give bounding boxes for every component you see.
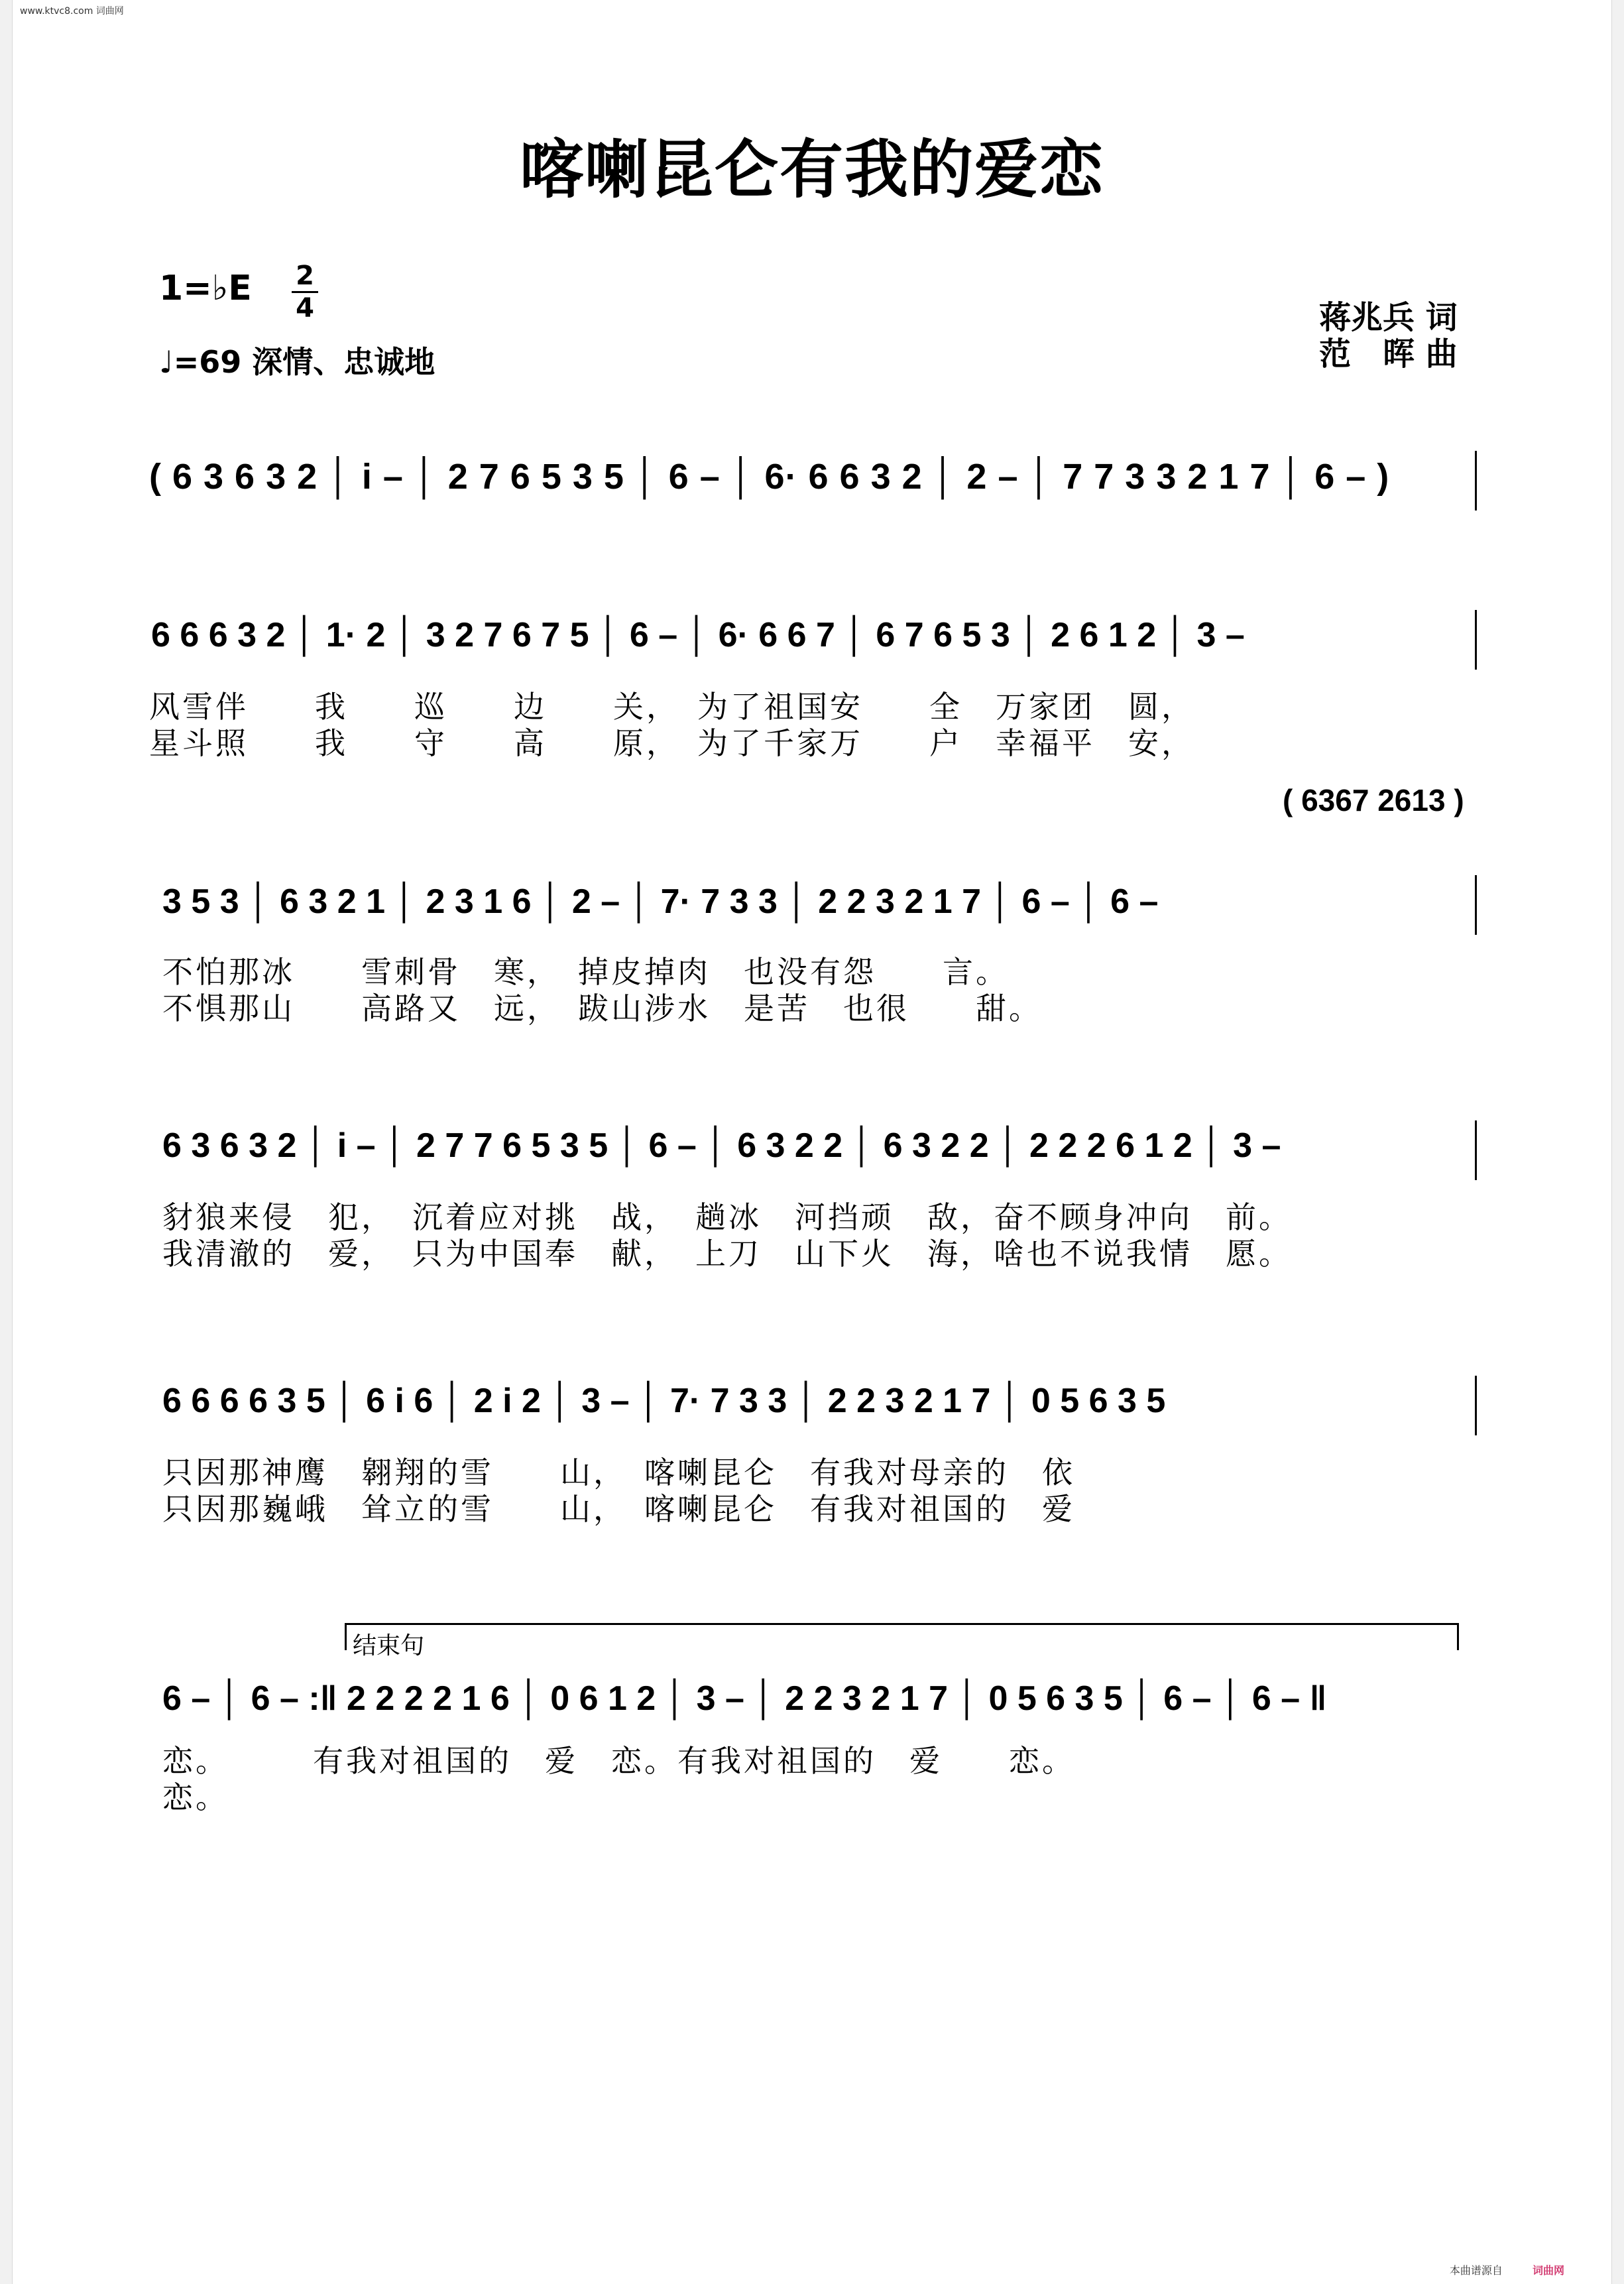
score-line-1 — [0, 451, 1624, 511]
lyrics-line-2-verse-1: 风雪伴 我 巡 边 关， 为了祖国安 全 万家团 圆， — [149, 689, 1194, 725]
notes-line-6: 6 – │ 6 – :‖ 2 2 2 2 1 6 │ 0 6 1 2 │ 3 – │ 2 2 3 2 1 7 │ 0 5 6 3 5 │ 6 – │ 6 – ‖ — [162, 1679, 1327, 1718]
time-signature-top: 2 — [296, 261, 314, 291]
footer-source: 本曲谱源自 — [1449, 2264, 1503, 2277]
notes-line-4: 6 3 6 3 2 │ i – │ 2 7 7 6 5 3 5 │ 6 – │ 6 3 2 2 │ 6 3 2 2 │ 2 2 2 6 1 2 │ 3 – — [162, 1126, 1281, 1165]
tempo-marking: ♩=69 深情、忠诚地 — [159, 344, 435, 380]
score-line-3 — [0, 782, 1624, 1026]
lyrics-line-4-verse-1: 豺狼来侵 犯， 沉着应对挑 战， 趟冰 河挡顽 敌，奋不顾身冲向 前。 — [162, 1199, 1292, 1235]
lyrics-line-5-verse-1: 只因那神鹰 翱翔的雪 山， 喀喇昆仑 有我对母亲的 依 — [162, 1455, 1075, 1490]
score-line-6 — [0, 1618, 1624, 1817]
notes-line-1: ( 6 3 6 3 2 │ i – │ 2 7 6 5 3 5 │ 6 – │ 6· 6 6 3 2 │ 2 – │ 7 7 3 3 2 1 7 │ 6 – ) — [149, 457, 1390, 497]
lyrics-line-4-verse-2: 我清澈的 爱， 只为中国奉 献， 上刀 山下火 海，啥也不说我情 愿。 — [162, 1236, 1292, 1272]
composer-credit: 范 晖 曲 — [1319, 335, 1458, 373]
lyrics-line-6-verse-2: 恋。 — [162, 1779, 229, 1815]
song-title: 喀喇昆仑有我的爱恋 — [520, 132, 1104, 207]
score-line-5 — [0, 1376, 1624, 1548]
notes-line-2: 6 6 6 3 2 │ 1· 2 │ 3 2 7 6 7 5 │ 6 – │ 6· 6 6 7 │ 6 7 6 5 3 │ 2 6 1 2 │ 3 – — [151, 616, 1245, 654]
time-signature — [292, 262, 318, 322]
ending-label: 结束句 — [353, 1632, 425, 1659]
time-signature-bottom: 4 — [296, 293, 314, 324]
pickup-notes-line-3: ( 6367 2613 ) — [1283, 783, 1464, 817]
lyrics-line-3-verse-1: 不怕那冰 雪刺骨 寒， 掉皮掉肉 也没有怨 言。 — [162, 954, 1009, 990]
lyricist-credit: 蒋兆兵 词 — [1319, 299, 1458, 336]
footer-brand: 词曲网 — [1532, 2264, 1564, 2277]
lyrics-line-2-verse-2: 星斗照 我 守 高 原， 为了千家万 户 幸福平 安， — [149, 725, 1194, 761]
lyrics-line-3-verse-2: 不惧那山 高路又 远， 跋山涉水 是苦 也很 甜。 — [162, 991, 1042, 1026]
ending-bracket — [345, 1623, 1459, 1650]
score-line-2 — [0, 610, 1624, 782]
score-line-4 — [0, 1120, 1624, 1293]
footer-credit — [1450, 2262, 1564, 2277]
notes-line-5: 6 6 6 6 3 5 │ 6 i 6 │ 2 i 2 │ 3 – │ 7· 7 3 3 │ 2 2 3 2 1 7 │ 0 5 6 3 5 — [162, 1382, 1166, 1420]
key-signature: 1=♭E — [159, 269, 252, 308]
site-watermark: www.ktvc8.com 词曲网 — [20, 6, 124, 17]
notes-line-3: 3 5 3 │ 6 3 2 1 │ 2 3 1 6 │ 2 – │ 7· 7 3 3 │ 2 2 3 2 1 7 │ 6 – │ 6 – — [162, 882, 1159, 921]
lyrics-line-5-verse-2: 只因那巍峨 耸立的雪 山， 喀喇昆仑 有我对祖国的 爱 — [162, 1491, 1075, 1527]
lyrics-line-6-verse-1: 恋。 有我对祖国的 爱 恋。有我对祖国的 爱 恋。 — [162, 1743, 1075, 1779]
